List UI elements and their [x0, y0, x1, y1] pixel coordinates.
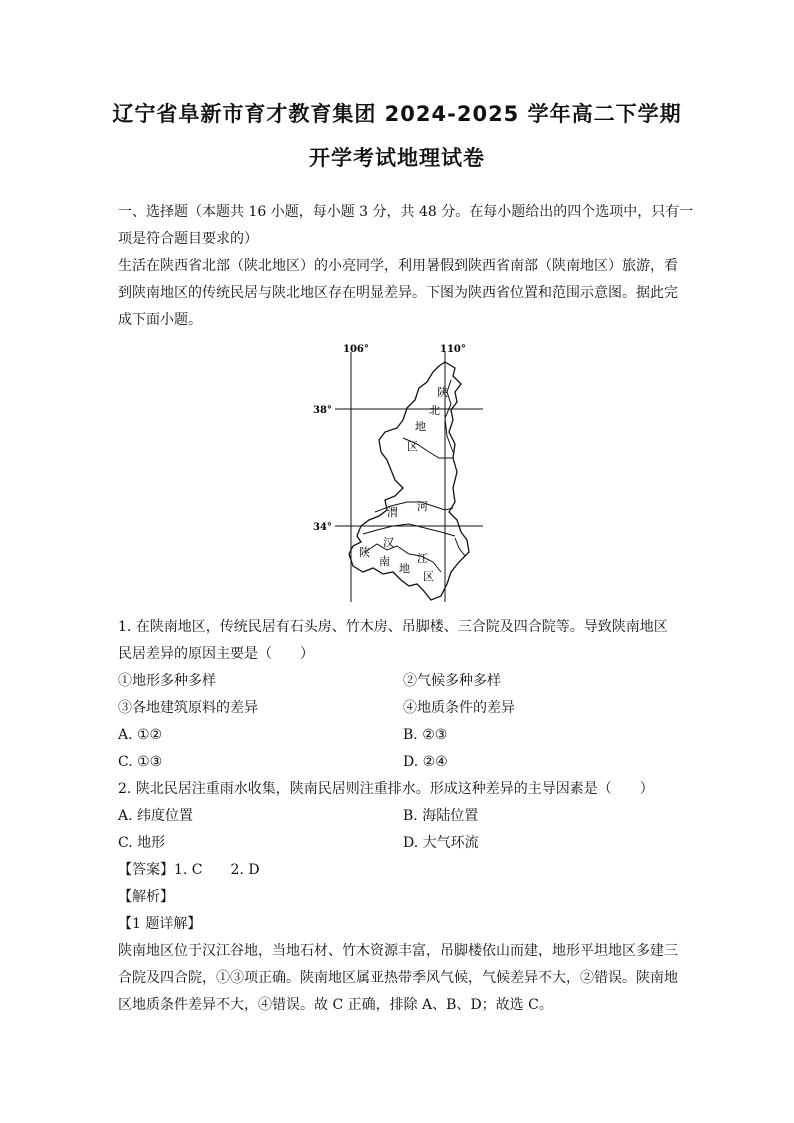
q1-item-3: ③各地建筑原料的差异	[118, 700, 258, 716]
q1-item-4: ④地质条件的差异	[403, 700, 515, 716]
map-label-wei: 渭	[387, 506, 398, 519]
map-label-he: 河	[417, 500, 428, 513]
lat-label-38: 38°	[313, 405, 332, 416]
map-label-nan: 南	[379, 555, 390, 568]
q2-stem: 2. 陕北民居注重雨水收集，陕南民居则注重排水。形成这种差异的主导因素是（ ）	[118, 781, 654, 797]
map-label-shan-south: 陕	[359, 546, 370, 559]
document-title-line1: 辽宁省阜新市育才教育集团 2024-2025 学年高二下学期	[112, 102, 682, 126]
explanation-line3: 区地质条件差异不大，④错误。故 C 正确，排除 A、B、D；故选 C。	[118, 997, 553, 1013]
map-label-jiang: 江	[417, 552, 428, 565]
map-label-di-north: 地	[415, 420, 426, 433]
q1-option-c: C. ①③	[118, 754, 163, 770]
q2-option-b: B. 海陆位置	[403, 808, 479, 824]
explanation-line2: 合院及四合院，①③项正确。陕南地区属亚热带季风气候，气候差异不大，②错误。陕南地	[118, 970, 678, 986]
q1-item-2: ②气候多种多样	[403, 673, 501, 689]
map-label-qu-north: 区	[407, 440, 418, 453]
q1-option-a: A. ①②	[118, 727, 163, 743]
document-title-line2: 开学考试地理试卷	[309, 146, 485, 170]
q2-option-d: D. 大气环流	[403, 835, 479, 851]
q2-option-c: C. 地形	[118, 835, 166, 851]
lat-label-34: 34°	[313, 522, 332, 533]
q1-stem-line2: 民居差异的原因主要是（ ）	[118, 646, 314, 662]
lon-label-110: 110°	[440, 344, 466, 355]
lon-label-106: 106°	[343, 344, 369, 355]
map-label-qu-south: 区	[423, 570, 434, 583]
section-heading-line1: 一、选择题（本题共 16 小题，每小题 3 分，共 48 分。在每小题给出的四个选项中，只有一	[118, 204, 694, 220]
map-label-han: 汉	[383, 536, 394, 549]
detail-title: 【1 题详解】	[118, 916, 202, 932]
q1-stem-line1: 1. 在陕南地区，传统民居有石头房、竹木房、吊脚楼、三合院及四合院等。导致陕南地区	[118, 619, 668, 635]
stem-line3: 成下面小题。	[118, 312, 202, 328]
stem-line2: 到陕南地区的传统民居与陕北地区存在明显差异。下图为陕西省位置和范围示意图。据此完	[118, 285, 678, 301]
q1-item-1: ①地形多种多样	[118, 673, 216, 689]
map-label-shan-north: 陕	[437, 386, 448, 399]
answer-label: 【答案】1. C 2. D	[118, 862, 260, 878]
stem-line1: 生活在陕西省北部（陕北地区）的小亮同学，利用暑假到陕西省南部（陕南地区）旅游，看	[118, 258, 678, 274]
map-label-di-south: 地	[399, 562, 410, 575]
map-label-bei: 北	[429, 404, 440, 417]
q2-option-a: A. 纬度位置	[118, 808, 194, 824]
section-heading-line2: 项是符合题目要求的）	[118, 231, 258, 247]
river-tributary	[455, 538, 465, 556]
shaanxi-map	[305, 340, 495, 605]
explanation-line1: 陕南地区位于汉江谷地，当地石材、竹木资源丰富，吊脚楼依山而建，地形平坦地区多建三	[118, 943, 678, 959]
q1-option-d: D. ②④	[403, 754, 448, 770]
q1-option-b: B. ②③	[403, 727, 448, 743]
analysis-label: 【解析】	[118, 889, 174, 905]
